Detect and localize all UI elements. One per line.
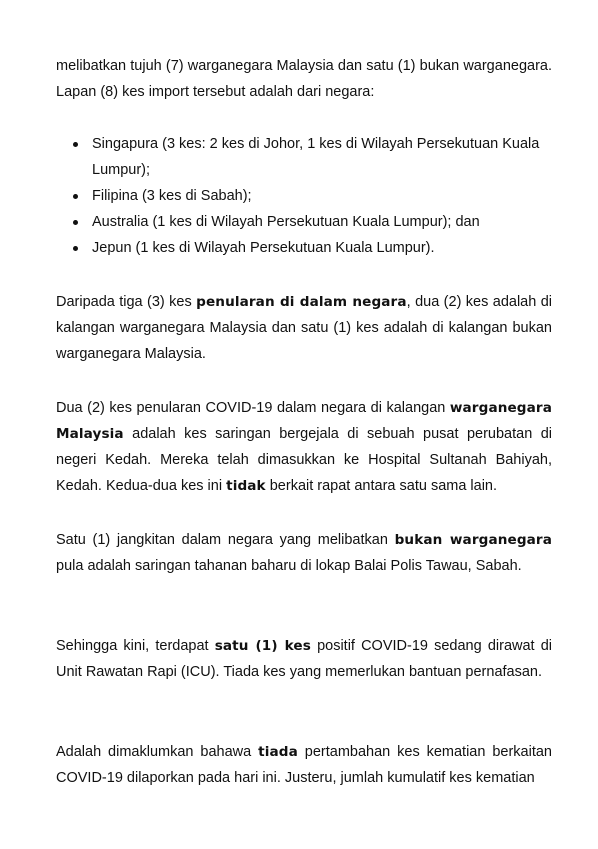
text-segment: Sehingga kini, terdapat [56, 638, 215, 654]
text-segment: pertambahan kes kematian berkaitan COVID-19 dilaporkan pada hari ini. Justeru, jumlah kumulatif kes kematian [56, 744, 552, 786]
bold-text-segment: penularan di dalam negara [196, 294, 407, 310]
list-item [56, 131, 556, 183]
list-item [56, 235, 556, 261]
paragraph-non-citizen-case [56, 527, 552, 579]
paragraph-death-cases [56, 739, 552, 791]
bullet-icon [73, 220, 78, 225]
list-item [56, 183, 556, 209]
text-segment: melibatkan tujuh (7) warganegara Malaysia dan satu (1) bukan warganegara. Lapan (8) kes import tersebut adalah dari negara: [56, 58, 552, 100]
list-item-text: Australia (1 kes di Wilayah Persekutuan Kuala Lumpur); dan [92, 214, 480, 230]
paragraph-citizen-cases [56, 395, 552, 499]
bold-text-segment: bukan warganegara [394, 532, 552, 548]
bullet-icon [73, 142, 78, 147]
text-segment: positif COVID-19 sedang dirawat di Unit Rawatan Rapi (ICU). Tiada kes yang memerlukan bantuan pernafasan. [56, 638, 552, 680]
import-country-list [56, 131, 556, 261]
text-segment: berkait rapat antara satu sama lain. [265, 478, 498, 494]
paragraph-local-transmission [56, 289, 552, 367]
list-item-text: Singapura (3 kes: 2 kes di Johor, 1 kes di Wilayah Persekutuan Kuala Lumpur); [92, 136, 540, 178]
text-segment: Dua (2) kes penularan COVID-19 dalam negara di kalangan [56, 400, 450, 416]
text-segment: , dua (2) kes adalah di kalangan warganegara Malaysia dan satu (1) kes adalah di kalangan bukan warganegara Malaysia. [56, 294, 552, 362]
text-segment: pula adalah saringan tahanan baharu di lokap Balai Polis Tawau, Sabah. [56, 558, 522, 574]
list-item-text: Filipina (3 kes di Sabah); [92, 188, 252, 204]
text-segment: Daripada tiga (3) kes [56, 294, 197, 310]
bold-text-segment: satu (1) kes [214, 638, 311, 654]
bold-text-segment: warganegara Malaysia [56, 400, 552, 442]
bold-text-segment: tidak [226, 478, 266, 494]
paragraph-icu-cases [56, 633, 552, 685]
bold-text-segment: tiada [258, 744, 298, 760]
text-segment: adalah kes saringan bergejala di sebuah pusat perubatan di negeri Kedah. Mereka telah dimasukkan ke Hospital Sultanah Bahiyah, Kedah. Kedua-dua kes ini [56, 426, 552, 494]
list-item [56, 209, 556, 235]
text-segment: Adalah dimaklumkan bahawa [56, 744, 259, 760]
bullet-icon [73, 194, 78, 199]
bullet-icon [73, 246, 78, 251]
text-segment: Satu (1) jangkitan dalam negara yang melibatkan [56, 532, 395, 548]
list-item-text: Jepun (1 kes di Wilayah Persekutuan Kuala Lumpur). [92, 240, 435, 256]
paragraph-import-cases-intro [56, 53, 552, 105]
